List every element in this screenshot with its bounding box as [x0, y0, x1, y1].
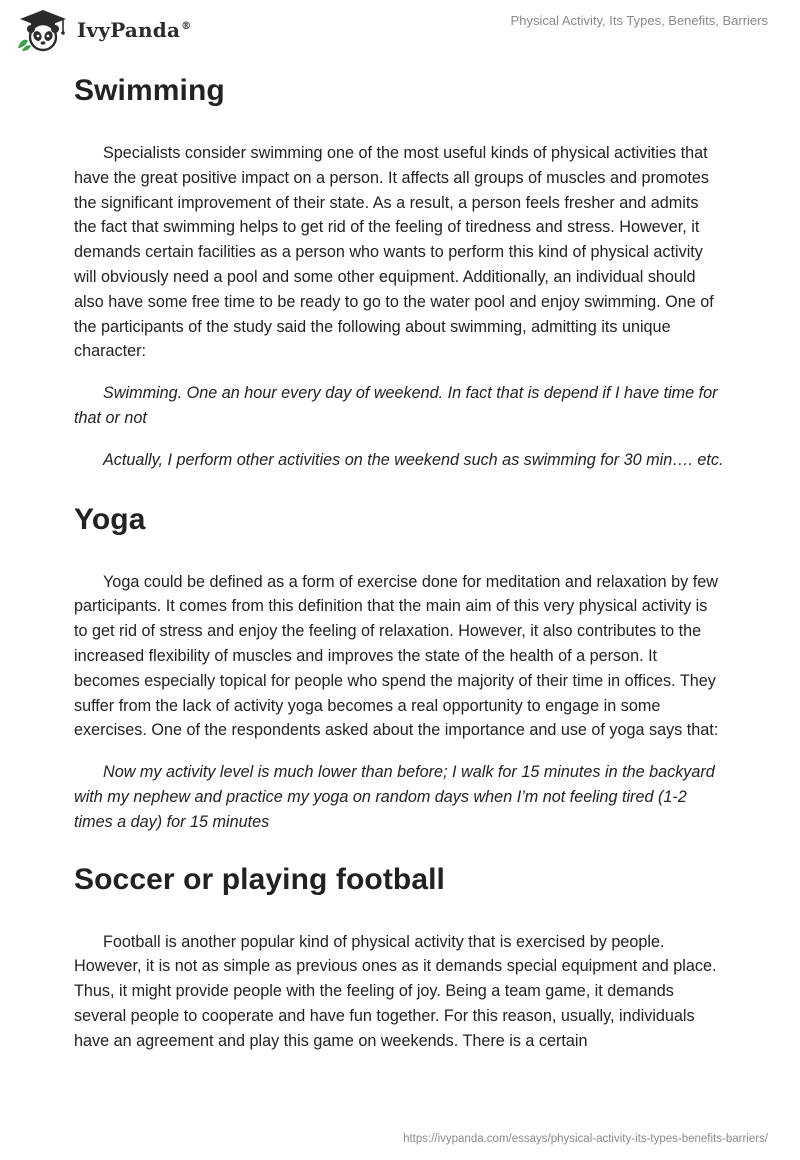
footer-source-url[interactable]: https://ivypanda.com/essays/physical-activity-its-types-benefits-barriers/ [403, 1133, 768, 1145]
paragraph: Yoga could be defined as a form of exercise done for meditation and relaxation by few participants. It comes from this definition that the main aim of this very physical activity is to get rid of stress and enjoy the feeling of relaxation. However, it also contributes to the increased flexibility of muscles and improves the state of the health of a person. It becomes especially topical for people who spend the majority of their time in offices. They suffer from the lack of activity yoga becomes a real opportunity to engage in some exercises. One of the respondents asked about the importance and use of yoga says that: [74, 572, 719, 740]
paragraph: Football is another popular kind of physical activity that is exercised by people. However, it is not as simple as previous ones as it demands special equipment and place. Thus, it might provide people with the feeling of joy. Being a team game, it demands several people to cooperate and have fun together. For this reason, usually, individuals have an agreement and play this game on weekends. There is a certain [74, 932, 717, 1050]
registered-mark: ® [181, 21, 192, 33]
section-heading-soccer: Soccer or playing football [74, 862, 445, 896]
brand-name: IvyPanda® [77, 18, 192, 42]
section-heading-yoga: Yoga [74, 502, 146, 536]
paragraph: Specialists consider swimming one of the most useful kinds of physical activities that have the great positive impact on a person. It affects all groups of muscles and promotes the significant improvement of their state. As a result, a person feels fresher and admits the fact that swimming helps to get rid of the feeling of tiredness and stress. However, it demands certain facilities as a person who wants to perform this kind of physical activity will obviously need a pool and some other equipment. Additionally, an individual should also have some free time to be ready to go to the water pool and enjoy swimming. One of the participants of the study said the following about swimming, admitting its unique character: [74, 144, 714, 361]
interview-quote: Actually, I perform other activities on the weekend such as swimming for 30 min…. etc. [103, 450, 724, 469]
interview-quote: Now my activity level is much lower than before; I walk for 15 minutes in the backyard with my nephew and practice my yoga on random days when I’m not feeling tired (1-2 times a day) for 15 minutes [74, 763, 715, 831]
essay-content [74, 70, 724, 1054]
interview-quote: Swimming. One an hour every day of weekend. In fact that is depend if I have time for that or not [74, 384, 718, 427]
ivypanda-logo[interactable] [14, 8, 191, 52]
section-heading-swimming: Swimming [74, 74, 225, 107]
panda-graduate-logo-icon [14, 8, 72, 52]
page-header [0, 0, 800, 60]
document-title: Physical Activity, Its Types, Benefits, Barriers [510, 13, 768, 28]
